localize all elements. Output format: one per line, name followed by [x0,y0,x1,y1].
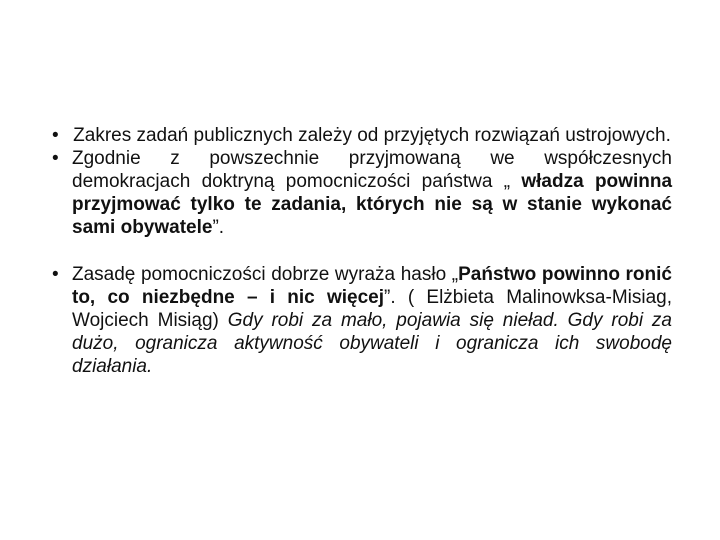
bullet-list [48,124,672,378]
bullet-text-bold: Państwo powinno ronić to, co niezbędne – i nic więcej [72,264,672,308]
bullet-marker: • [52,264,59,285]
bullet-text-bold: władza powinna przyjmować tylko te zadania, których nie są w stanie wykonać sami obywatele [72,171,673,238]
bullet-text-citation: ”. ( Elżbieta Malinowksa-Misiag, Wojciech Misiąg) [72,287,673,331]
bullet-text-end: ”. [212,217,225,238]
bullet-item-subsidiarity-slogan [48,263,672,378]
bullet-text: Zakres zadań publicznych zależy od przyjętych rozwiązań ustrojowych. [73,125,671,146]
bullet-item-public-tasks [48,124,672,147]
bullet-item-subsidiarity-doctrine [48,147,672,239]
bullet-marker: • [52,148,59,169]
bullet-marker: • [52,125,59,146]
bullet-text-plain: Zasadę pomocniczości dobrze wyraża hasło „ [72,264,459,285]
bullet-text-italic: Gdy robi za mało, pojawia się nieład. Gdy robi za dużo, ogranicza aktywność obywateli i ogranicza ich swobodę działania. [72,310,672,377]
bullet-text-plain: Zgodnie z powszechnie przyjmowaną we współczesnych demokracjach doktryną pomocniczości państwa „ [72,148,672,192]
